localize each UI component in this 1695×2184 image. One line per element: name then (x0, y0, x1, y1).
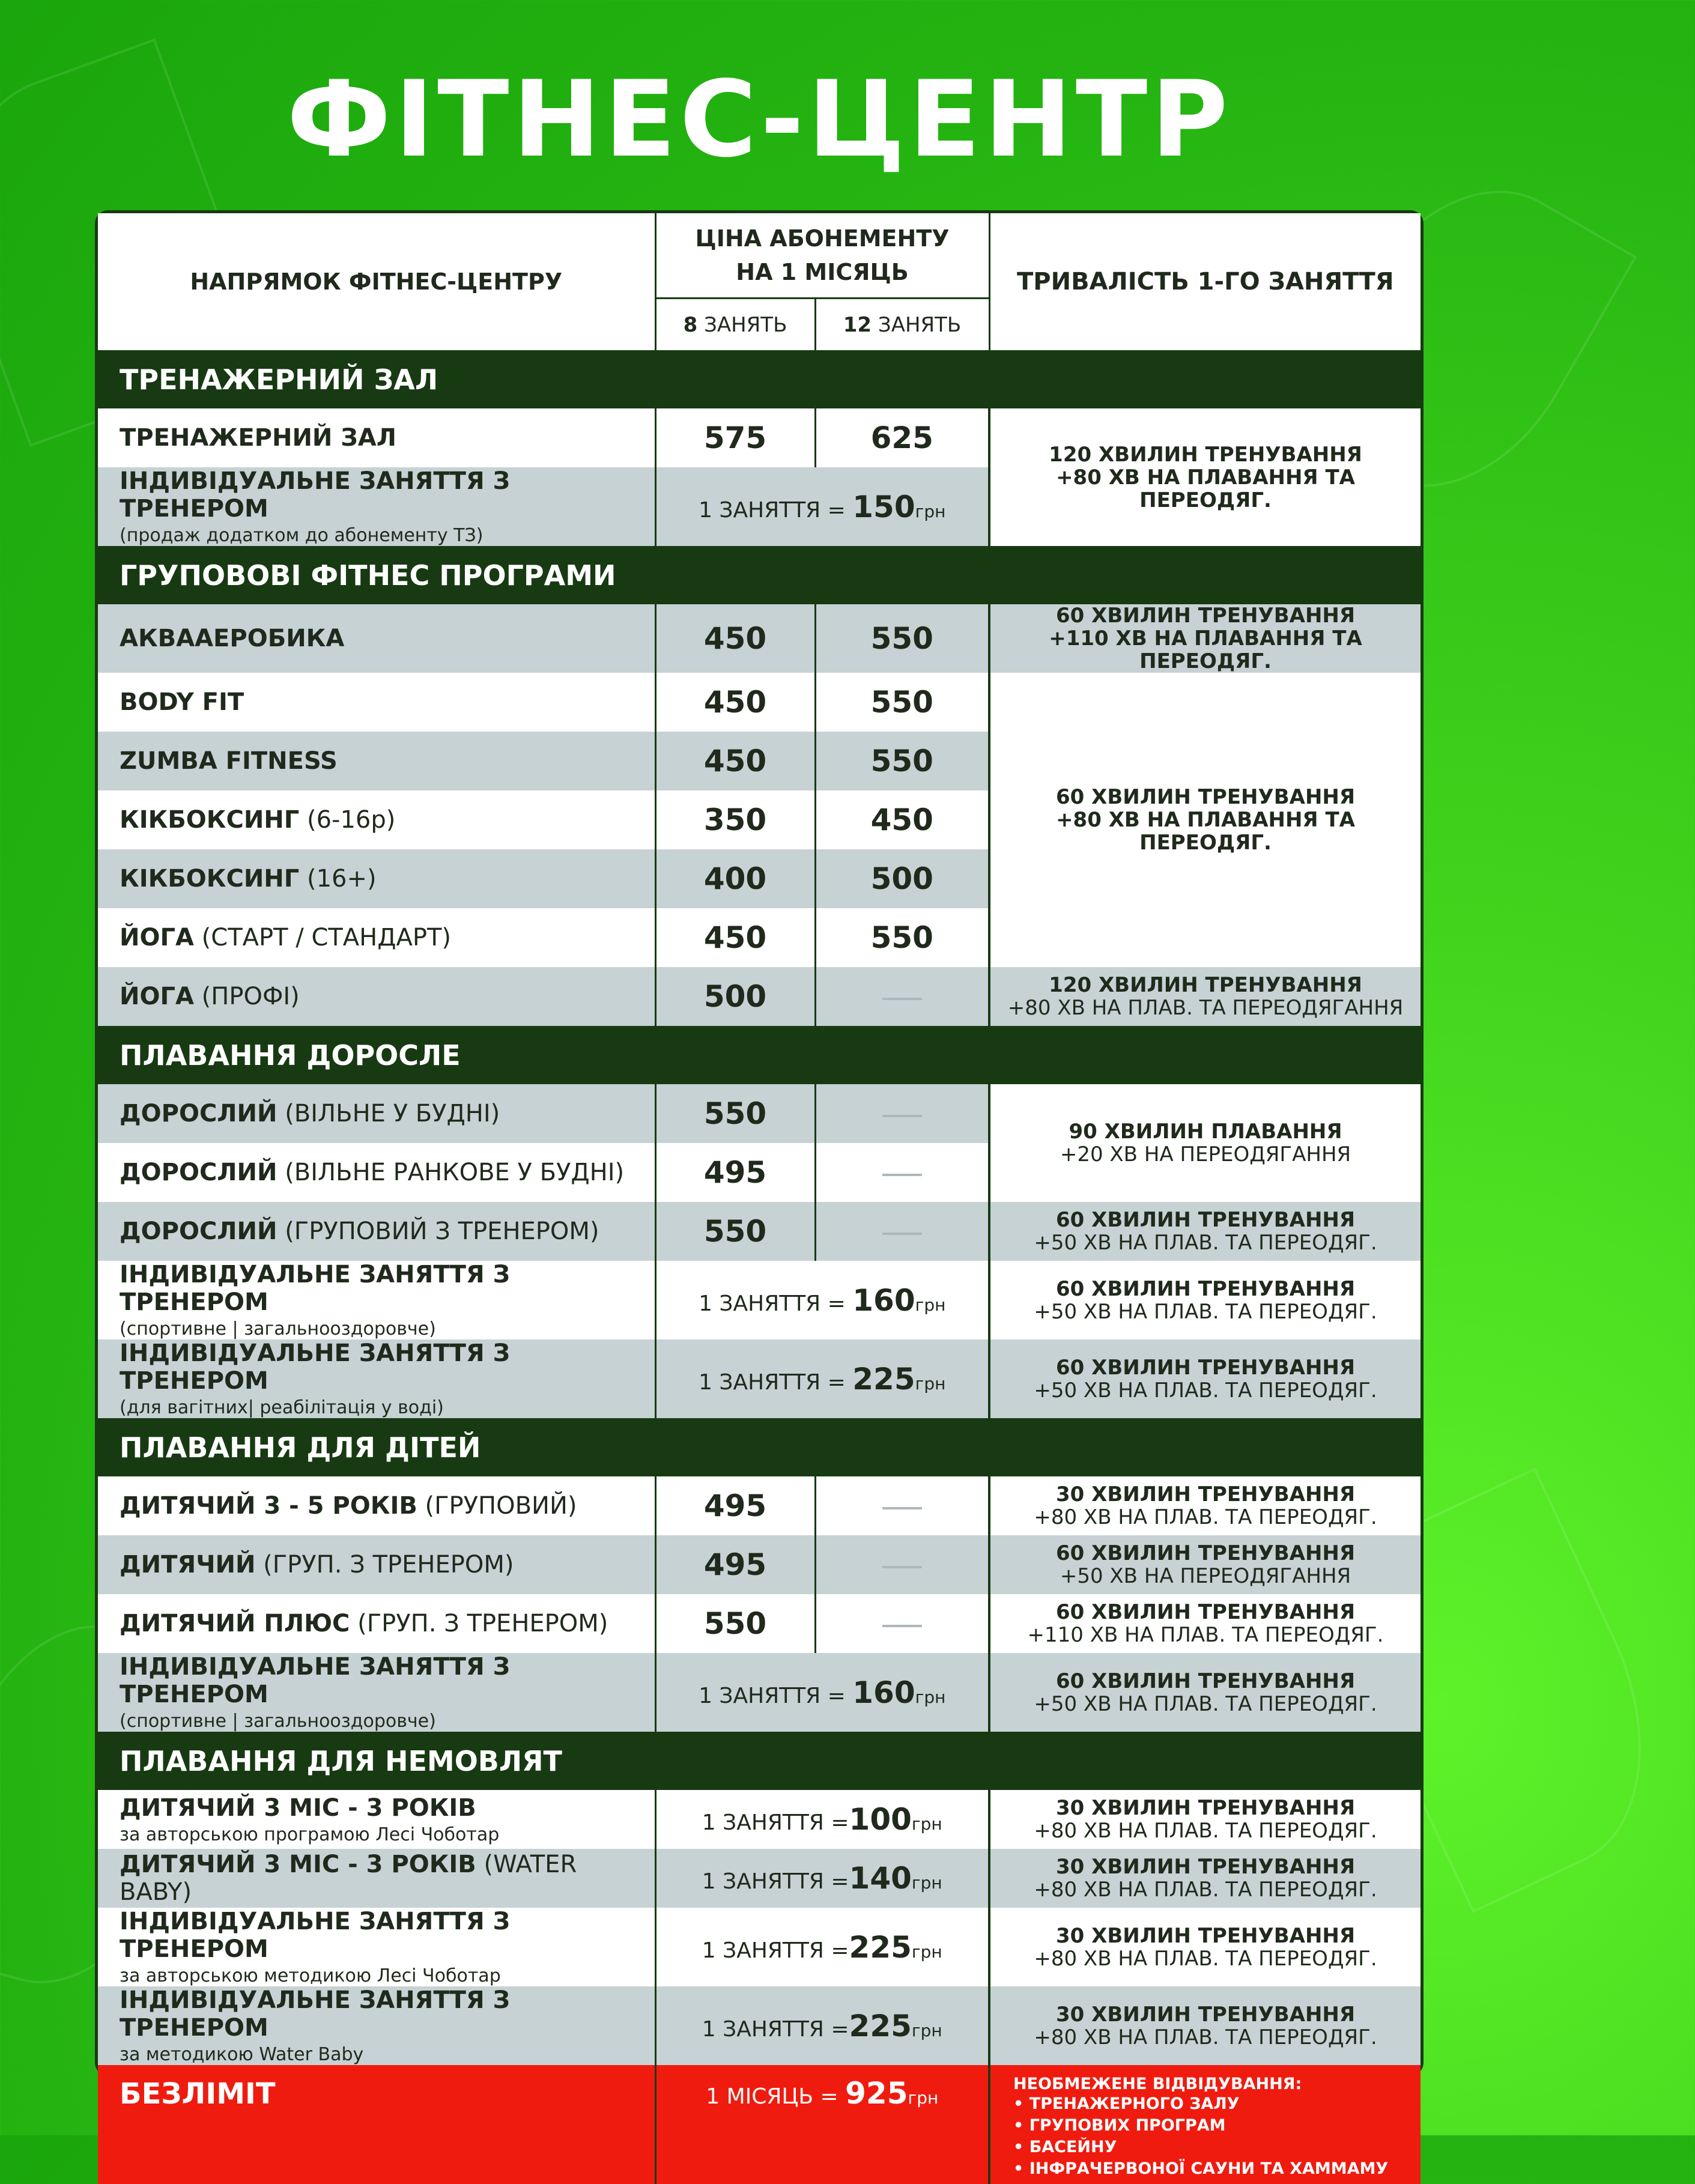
price-12: 550 (815, 908, 989, 967)
table-row (98, 408, 1421, 467)
price-12: 450 (815, 790, 989, 849)
price-8: 495 (655, 1143, 815, 1202)
header-8-sessions: 8 ЗАНЯТЬ (655, 299, 815, 351)
table-row (98, 1339, 1421, 1418)
single-price: 1 ЗАНЯТТЯ = 225грн (655, 1339, 989, 1418)
dash-icon (882, 1115, 922, 1117)
dash-icon (882, 1233, 922, 1235)
single-price: 1 ЗАНЯТТЯ =225грн (655, 1908, 989, 1986)
table-row (98, 1653, 1421, 1732)
duration-cell: 60 ХВИЛИН ТРЕНУВАННЯ +50 ХВ НА ПЛАВ. ТА ПЕРЕОДЯГ. (989, 1653, 1421, 1732)
row-name: ДИТЯЧИЙ ПЛЮС (ГРУП. З ТРЕНЕРОМ) (98, 1594, 655, 1653)
row-name: ЙОГА (ПРОФІ) (98, 967, 655, 1026)
price-8: 350 (655, 790, 815, 849)
table-row (98, 1084, 1421, 1143)
price-8: 550 (655, 1202, 815, 1261)
unlimited-row (98, 2065, 1421, 2184)
table-row (98, 1202, 1421, 1261)
row-name: ДИТЯЧИЙ 3 - 5 РОКІВ (ГРУПОВИЙ) (98, 1476, 655, 1535)
duration-cell: 60 ХВИЛИН ТРЕНУВАННЯ +110 ХВ НА ПЛАВ. ТА ПЕРЕОДЯГ. (989, 1594, 1421, 1653)
unlimited-heading: НЕОБМЕЖЕНЕ ВІДВІДУВАННЯ: (1013, 2075, 1302, 2093)
row-name: ДИТЯЧИЙ 3 МІС - 3 РОКІВ за авторською програмою Лесі Чоботар (98, 1790, 655, 1849)
price-12: 550 (815, 604, 989, 673)
row-name: ZUMBA FITNESS (98, 732, 655, 790)
row-name: ДИТЯЧИЙ 3 МІС - 3 РОКІВ (WATER BABY) (98, 1849, 655, 1908)
duration-cell: 60 ХВИЛИН ТРЕНУВАННЯ +50 ХВ НА ПЕРЕОДЯГАННЯ (989, 1535, 1421, 1594)
single-price: 1 ЗАНЯТТЯ = 160грн (655, 1653, 989, 1732)
duration-cell: 30 ХВИЛИН ТРЕНУВАННЯ +80 ХВ НА ПЛАВ. ТА ПЕРЕОДЯГ. (989, 1476, 1421, 1535)
header-direction: НАПРЯМОК ФІТНЕС-ЦЕНТРУ (98, 213, 655, 350)
dash-icon (882, 1174, 922, 1176)
row-name: ДОРОСЛИЙ (ВІЛЬНЕ У БУДНІ) (98, 1084, 655, 1143)
duration-cell: 30 ХВИЛИН ТРЕНУВАННЯ +80 ХВ НА ПЛАВ. ТА ПЕРЕОДЯГ. (989, 1908, 1421, 1986)
row-name: ІНДИВІДУАЛЬНЕ ЗАНЯТТЯ З ТРЕНЕРОМ за авторською методикою Лесі Чоботар (98, 1908, 655, 1986)
duration-cell: 90 ХВИЛИН ПЛАВАННЯ +20 ХВ НА ПЕРЕОДЯГАННЯ (989, 1084, 1421, 1202)
row-name: ІНДИВІДУАЛЬНЕ ЗАНЯТТЯ З ТРЕНЕРОМ за методикою Water Baby (98, 1986, 655, 2065)
page-title: ФІТНЕС-ЦЕНТР (287, 59, 1232, 181)
price-8: 550 (655, 1594, 815, 1653)
price-12: 500 (815, 849, 989, 908)
section-adult-swimming: ПЛАВАННЯ ДОРОСЛЕ (98, 1026, 1421, 1084)
price-table (98, 213, 1421, 2184)
table-row (98, 1790, 1421, 1849)
price-12 (815, 1202, 989, 1261)
row-name: ІНДИВІДУАЛЬНЕ ЗАНЯТТЯ З ТРЕНЕРОМ (продаж додатком до абонементу ТЗ) (98, 467, 655, 546)
list-item: • ІНФРАЧЕРВОНОЇ САУНИ ТА ХАММАМУ (1013, 2158, 1421, 2180)
price-12: 550 (815, 673, 989, 732)
duration-cell: 60 ХВИЛИН ТРЕНУВАННЯ +50 ХВ НА ПЛАВ. ТА ПЕРЕОДЯГ. (989, 1261, 1421, 1339)
table-row (98, 1986, 1421, 2065)
duration-cell: 120 ХВИЛИН ТРЕНУВАННЯ +80 ХВ НА ПЛАВ. ТА ПЕРЕОДЯГАННЯ (989, 967, 1421, 1026)
header-price (655, 213, 989, 299)
header-duration: ТРИВАЛІСТЬ 1-ГО ЗАНЯТТЯ (989, 213, 1421, 350)
section-kids-swimming: ПЛАВАННЯ ДЛЯ ДІТЕЙ (98, 1418, 1421, 1476)
table-row (98, 1535, 1421, 1594)
row-name: ДОРОСЛИЙ (ВІЛЬНЕ РАНКОВЕ У БУДНІ) (98, 1143, 655, 1202)
row-name: ІНДИВІДУАЛЬНЕ ЗАНЯТТЯ З ТРЕНЕРОМ (спортивне | загальнооздоровче) (98, 1261, 655, 1339)
price-12 (815, 1594, 989, 1653)
row-name: ТРЕНАЖЕРНИЙ ЗАЛ (98, 408, 655, 467)
unlimited-includes (989, 2065, 1421, 2184)
header-12-sessions: 12 ЗАНЯТЬ (815, 299, 989, 351)
price-8: 495 (655, 1535, 815, 1594)
table-row (98, 1594, 1421, 1653)
dash-icon (882, 998, 922, 1000)
price-8: 575 (655, 408, 815, 467)
price-12: 625 (815, 408, 989, 467)
price-8: 550 (655, 1084, 815, 1143)
price-12 (815, 1535, 989, 1594)
duration-cell: 60 ХВИЛИН ТРЕНУВАННЯ +50 ХВ НА ПЛАВ. ТА ПЕРЕОДЯГ. (989, 1202, 1421, 1261)
price-8: 450 (655, 673, 815, 732)
row-name: ЙОГА (СТАРТ / СТАНДАРТ) (98, 908, 655, 967)
table-row (98, 673, 1421, 732)
table-row (98, 1849, 1421, 1908)
duration-cell: 60 ХВИЛИН ТРЕНУВАННЯ +50 ХВ НА ПЛАВ. ТА ПЕРЕОДЯГ. (989, 1339, 1421, 1418)
price-12 (815, 967, 989, 1026)
section-babies-swimming: ПЛАВАННЯ ДЛЯ НЕМОВЛЯТ (98, 1732, 1421, 1790)
duration-cell: 30 ХВИЛИН ТРЕНУВАННЯ +80 ХВ НА ПЛАВ. ТА ПЕРЕОДЯГ. (989, 1986, 1421, 2065)
header-price-line2: НА 1 МІСЯЦЬ (736, 259, 909, 285)
duration-cell: 120 ХВИЛИН ТРЕНУВАННЯ +80 ХВ НА ПЛАВАННЯ ТА ПЕРЕОДЯГ. (989, 408, 1421, 546)
single-price: 1 ЗАНЯТТЯ =225грн (655, 1986, 989, 2065)
price-12 (815, 1084, 989, 1143)
single-price: 1 ЗАНЯТТЯ =140грн (655, 1849, 989, 1908)
row-name: ІНДИВІДУАЛЬНЕ ЗАНЯТТЯ З ТРЕНЕРОМ (для вагітних| реабілітація у воді) (98, 1339, 655, 1418)
row-name: АКВААЕРОБИКА (98, 604, 655, 673)
section-gym: ТРЕНАЖЕРНИЙ ЗАЛ (98, 350, 1421, 408)
duration-cell: 60 ХВИЛИН ТРЕНУВАННЯ +110 ХВ НА ПЛАВАННЯ ТА ПЕРЕОДЯГ. (989, 604, 1421, 673)
table-row (98, 1476, 1421, 1535)
table-row (98, 1908, 1421, 1986)
list-item: • ГРУПОВИХ ПРОГРАМ (1013, 2115, 1421, 2137)
section-group: ГРУПОВОВІ ФІТНЕС ПРОГРАМИ (98, 546, 1421, 604)
row-name: BODY FIT (98, 673, 655, 732)
table-row (98, 604, 1421, 673)
row-name: КІКБОКСИНГ (6-16р) (98, 790, 655, 849)
single-price: 1 ЗАНЯТТЯ = 150грн (655, 467, 989, 546)
unlimited-name: БЕЗЛІМІТ (98, 2065, 655, 2184)
dash-icon (882, 1566, 922, 1568)
single-price: 1 ЗАНЯТТЯ = 160грн (655, 1261, 989, 1339)
dash-icon (882, 1625, 922, 1627)
duration-cell: 30 ХВИЛИН ТРЕНУВАННЯ +80 ХВ НА ПЛАВ. ТА ПЕРЕОДЯГ. (989, 1849, 1421, 1908)
price-8: 450 (655, 908, 815, 967)
header-price-line1: ЦІНА АБОНЕМЕНТУ (695, 225, 950, 252)
table-row (98, 967, 1421, 1026)
list-item: • ТРЕНАЖЕРНОГО ЗАЛУ (1013, 2093, 1421, 2115)
list-item: • БАСЕЙНУ (1013, 2137, 1421, 2158)
row-name: КІКБОКСИНГ (16+) (98, 849, 655, 908)
price-8: 400 (655, 849, 815, 908)
duration-cell: 60 ХВИЛИН ТРЕНУВАННЯ +80 ХВ НА ПЛАВАННЯ ТА ПЕРЕОДЯГ. (989, 673, 1421, 967)
row-name: ДОРОСЛИЙ (ГРУПОВИЙ З ТРЕНЕРОМ) (98, 1202, 655, 1261)
price-12 (815, 1476, 989, 1535)
table-row (98, 1261, 1421, 1339)
price-8: 495 (655, 1476, 815, 1535)
price-12 (815, 1143, 989, 1202)
price-table-card (95, 210, 1424, 2178)
row-name: ІНДИВІДУАЛЬНЕ ЗАНЯТТЯ З ТРЕНЕРОМ (спортивне | загальнооздоровче) (98, 1653, 655, 1732)
price-12: 550 (815, 732, 989, 790)
single-price: 1 ЗАНЯТТЯ =100грн (655, 1790, 989, 1849)
price-8: 450 (655, 732, 815, 790)
price-8: 500 (655, 967, 815, 1026)
unlimited-price: 1 МІСЯЦЬ = 925грн (655, 2065, 989, 2184)
unlimited-list (1013, 2093, 1421, 2180)
row-name: ДИТЯЧИЙ (ГРУП. З ТРЕНЕРОМ) (98, 1535, 655, 1594)
price-8: 450 (655, 604, 815, 673)
duration-cell: 30 ХВИЛИН ТРЕНУВАННЯ +80 ХВ НА ПЛАВ. ТА ПЕРЕОДЯГ. (989, 1790, 1421, 1849)
dash-icon (882, 1507, 922, 1509)
